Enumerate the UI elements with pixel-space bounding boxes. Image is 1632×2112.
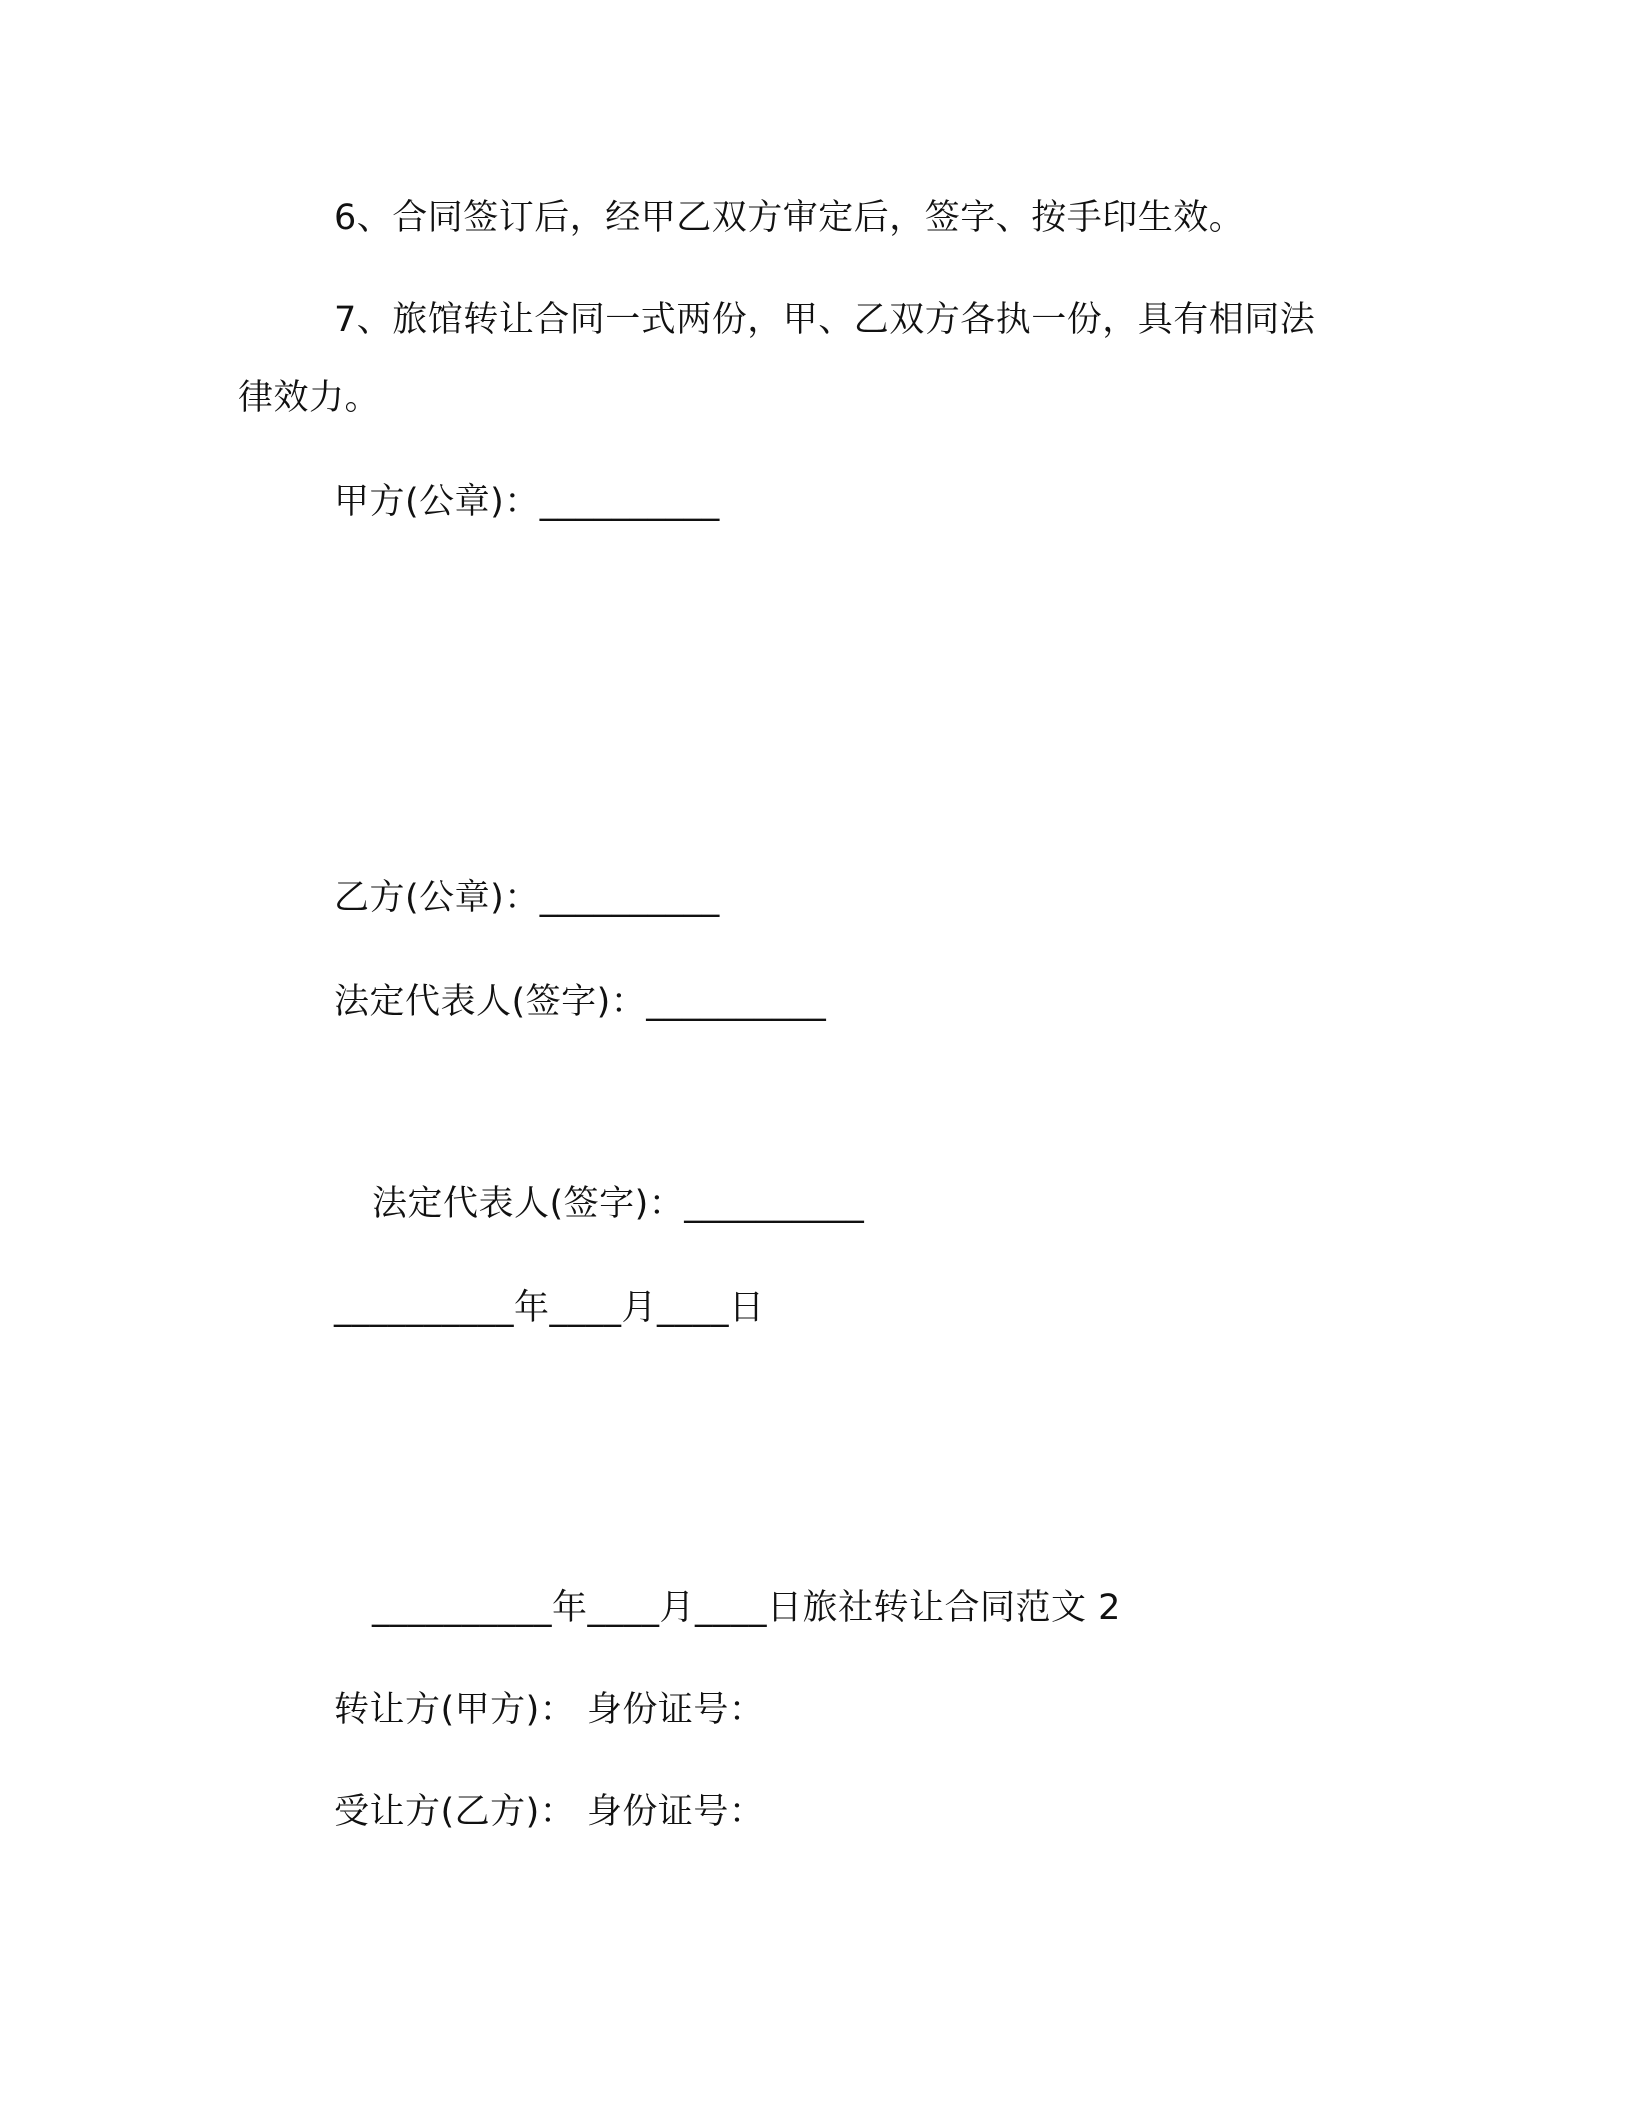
party-b-seal-field: 乙方(公章)：__________ xyxy=(334,878,720,918)
transferor-line: 转让方(甲方)： 身份证号： xyxy=(334,1690,765,1730)
next-contract-title: __________年____月____日旅社转让合同范文 2 xyxy=(372,1588,1121,1628)
party-a-seal-field: 甲方(公章)：__________ xyxy=(334,482,720,522)
clause-7-line-2: 律效力。 xyxy=(238,378,381,418)
date-line: __________年____月____日 xyxy=(334,1288,765,1328)
clause-7-line-1: 7、旅馆转让合同一式两份，甲、乙双方各执一份，具有相同法 xyxy=(334,300,1316,340)
clause-6: 6、合同签订后，经甲乙双方审定后，签字、按手印生效。 xyxy=(334,198,1245,238)
legal-representative-field-2: 法定代表人(签字)：__________ xyxy=(372,1184,865,1224)
legal-representative-field-1: 法定代表人(签字)：__________ xyxy=(334,982,827,1022)
transferee-line: 受让方(乙方)： 身份证号： xyxy=(334,1792,765,1832)
